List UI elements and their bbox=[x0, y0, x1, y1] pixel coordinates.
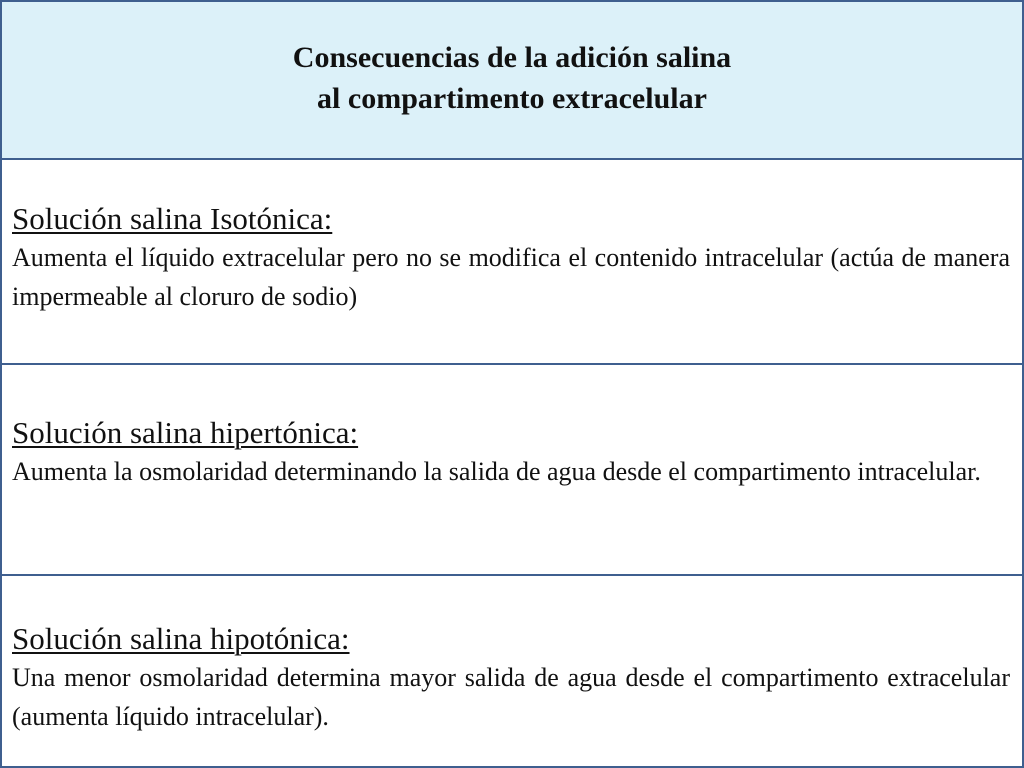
page-title bbox=[293, 37, 731, 119]
item-heading-hypertonic: Solución salina hipertónica: bbox=[12, 415, 359, 450]
table-row-hypertonic bbox=[2, 365, 1022, 576]
title-line-2: al compartimento extracelular bbox=[317, 82, 707, 115]
item-heading-isotonic: Solución salina Isotónica: bbox=[12, 201, 333, 236]
table-row-isotonic bbox=[2, 160, 1022, 365]
title-line-1: Consecuencias de la adición salina bbox=[292, 41, 732, 74]
item-heading-hypotonic: Solución salina hipotónica: bbox=[12, 621, 350, 656]
table-row-hypotonic bbox=[2, 576, 1022, 766]
table-header bbox=[2, 2, 1022, 160]
item-text-isotonic: Aumenta el líquido extracelular pero no se modifica el contenido intracelular (actúa de manera impermeable al cloruro de sodio) bbox=[12, 243, 1010, 311]
item-text-hypertonic: Aumenta la osmolaridad determinando la salida de agua desde el compartimento intracelular. bbox=[12, 457, 981, 486]
item-text-hypotonic: Una menor osmolaridad determina mayor salida de agua desde el compartimento extracelular (aumenta líquido intracelular). bbox=[12, 663, 1010, 731]
